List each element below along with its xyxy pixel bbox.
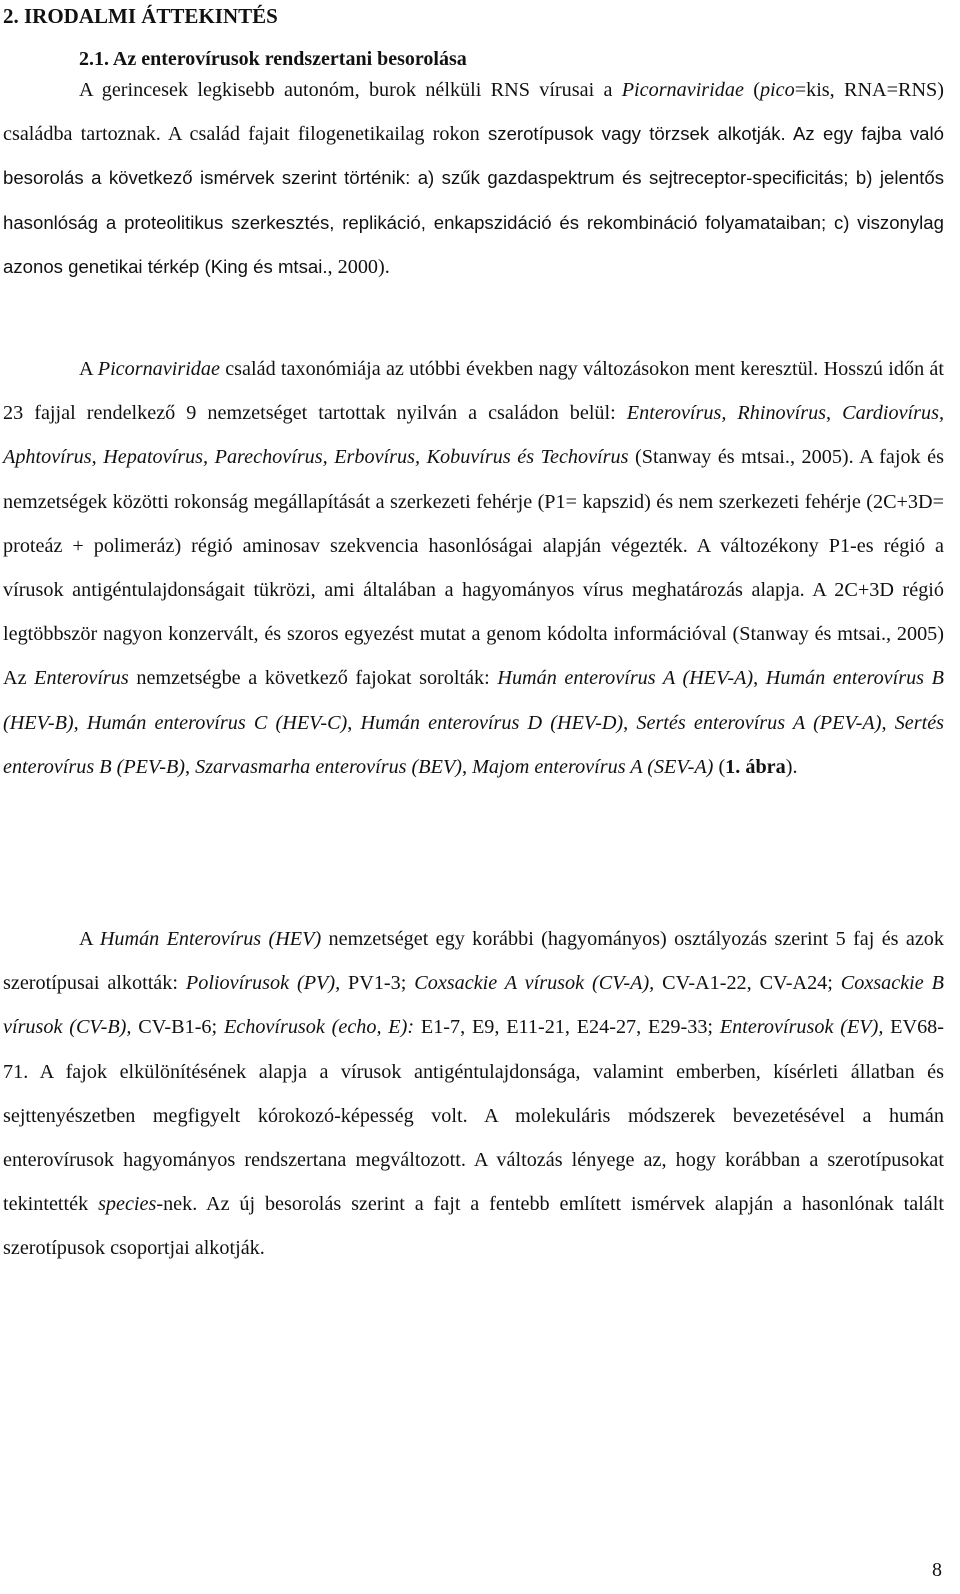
- page-number: 8: [932, 1559, 942, 1581]
- text-run: szerotípusok vagy törzsek alkotják. Az egy fajba való besorolás a következő ismérvek szerint történik: a) szűk gazdaspektrum és sejtreceptor-specificitás; b) jelentős hasonlóság a proteolitikus szerkesztés, replikáció, enkapszidáció és rekombináció folyamataiban; c): [3, 123, 944, 233]
- italic-term: Picornaviridae: [97, 358, 220, 380]
- italic-term: Enterovírusok (EV),: [719, 1016, 884, 1039]
- italic-term: Echovírusok (echo, E):: [223, 1016, 415, 1039]
- text-run: ,: [826, 402, 843, 425]
- text-run: nemzetséget egy korábbi (hagyományos) osztályozás szerint 5 faj és azok szerotípusai alkották:: [3, 928, 944, 995]
- italic-term: pico: [759, 79, 795, 101]
- text-run: =kis, RNA=RNS) családba tartoznak. A család fajait filogenetikailag rokon: [3, 79, 944, 146]
- italic-term: Humán enterovírus A (HEV-A): [497, 667, 754, 690]
- italic-term: Cardiovírus, Aphtovírus: [3, 402, 945, 469]
- italic-term: Coxsackie A vírusok (CV-A),: [414, 972, 655, 995]
- text-run: (: [743, 79, 760, 101]
- text-run: ,: [753, 667, 766, 690]
- text-run: , 2000).: [327, 255, 390, 278]
- italic-term: Humán enterovírus D (HEV-D): [360, 711, 624, 734]
- text-run: ,: [881, 711, 895, 734]
- text-run: EV68-71. A fajok elkülönítésének alapja a vírusok antigéntulajdonsága, valamint emberben, kísérleti állatban és sejttenyészetben megfigyelt kórokozó-képesség volt. A molekuláris módszerek bevezetésével a humán enterovírusok hagyományos rendszertana megváltozott. A változás lényege az, hogy korábban a szerotípusokat tekintették: [3, 1016, 944, 1216]
- text-run: család taxonómiája az utóbbi években nagy változásokon ment keresztül. Hosszú időn át 23 fajjal rendelkező 9 nemzetséget tartottak nyilván a családon belül:: [3, 358, 944, 425]
- text-run: -nek. Az új besorolás szerint a fajt a fentebb említett ismérvek alapján a hasonlónak talált szerotípusok csoportjai alkotják.: [3, 1193, 944, 1260]
- italic-term: Enterovírus: [34, 667, 129, 690]
- italic-term: Sertés enterovírus A (PEV-A): [636, 711, 882, 734]
- italic-term: species: [98, 1193, 157, 1216]
- text-run: CV-B1-6;: [131, 1016, 224, 1039]
- paragraph-taxonomy: [3, 347, 944, 789]
- text-run: A: [79, 358, 98, 380]
- italic-term: Picornaviridae: [621, 79, 744, 101]
- italic-term: Majom enterovírus A (SEV-A): [472, 755, 714, 778]
- italic-term: Enterovírus, Rhinovírus: [626, 402, 827, 425]
- italic-term: Sertés enterovírus B (PEV-B): [3, 711, 945, 778]
- paragraph-hev-classification: [3, 917, 944, 1271]
- text-run: (: [713, 755, 726, 778]
- text-run: viszonylag azonos genetikai térkép (King és mtsai.: [3, 211, 944, 277]
- text-run: nemzetségbe a következő fajokat sorolták:: [128, 667, 498, 690]
- text-run: PV1-3;: [340, 972, 415, 995]
- italic-term: Humán enterovírus B (HEV-B): [3, 667, 944, 734]
- text-run: ,: [347, 711, 361, 734]
- text-run: CV-A1-22, CV-A24;: [654, 972, 841, 995]
- text-run: (Stanway és mtsai., 2005). A fajok és nemzetségek közötti rokonság megállapítását a szerkezeti fehérje (P1= kapszid) és nem szerkezeti fehérje (2C+3D= proteáz + polimeráz) régió aminosav szekvencia hasonlóságai alapján végezték. A változékony P1-es régió a vírusok antigéntulajdonságait tükrözi, ami általában a hagyományos vírus meghatározás alapja. A 2C+3D régió legtöbbször nagyon konzervált, és szoros egyezést mutat a genom kódolta információval (Stanway és mtsai., 2005) Az: [3, 446, 944, 690]
- figure-reference: 1. ábra: [725, 755, 786, 778]
- text-run: ,: [73, 711, 87, 734]
- text-run: A gerincesek legkisebb autonóm, burok nélküli RNS vírusai a: [79, 79, 622, 101]
- text-run: ,: [185, 755, 196, 778]
- italic-term: Hepatovírus, Parechovírus, Erbovírus, Kobuvírus és Techovírus: [103, 446, 629, 469]
- chapter-heading: 2. IRODALMI ÁTTEKINTÉS: [3, 4, 278, 28]
- section-heading: 2.1. Az enterovírusok rendszertani besorolása: [79, 48, 467, 70]
- italic-term: Humán Enterovírus (HEV): [99, 928, 322, 950]
- text-run: ,: [462, 755, 473, 778]
- italic-term: Poliovírusok (PV),: [185, 972, 341, 995]
- italic-term: Coxsackie B vírusok (CV-B),: [3, 972, 944, 1039]
- text-run: ,: [91, 446, 104, 469]
- italic-term: Szarvasmarha enterovírus (BEV): [195, 755, 463, 778]
- text-run: E1-7, E9, E11-21, E24-27, E29-33;: [414, 1016, 720, 1039]
- paragraph-classification: [3, 68, 944, 289]
- italic-term: Humán enterovírus C (HEV-C): [86, 711, 348, 734]
- text-run: ).: [785, 755, 798, 778]
- text-run: A: [79, 928, 100, 950]
- text-run: ,: [623, 711, 637, 734]
